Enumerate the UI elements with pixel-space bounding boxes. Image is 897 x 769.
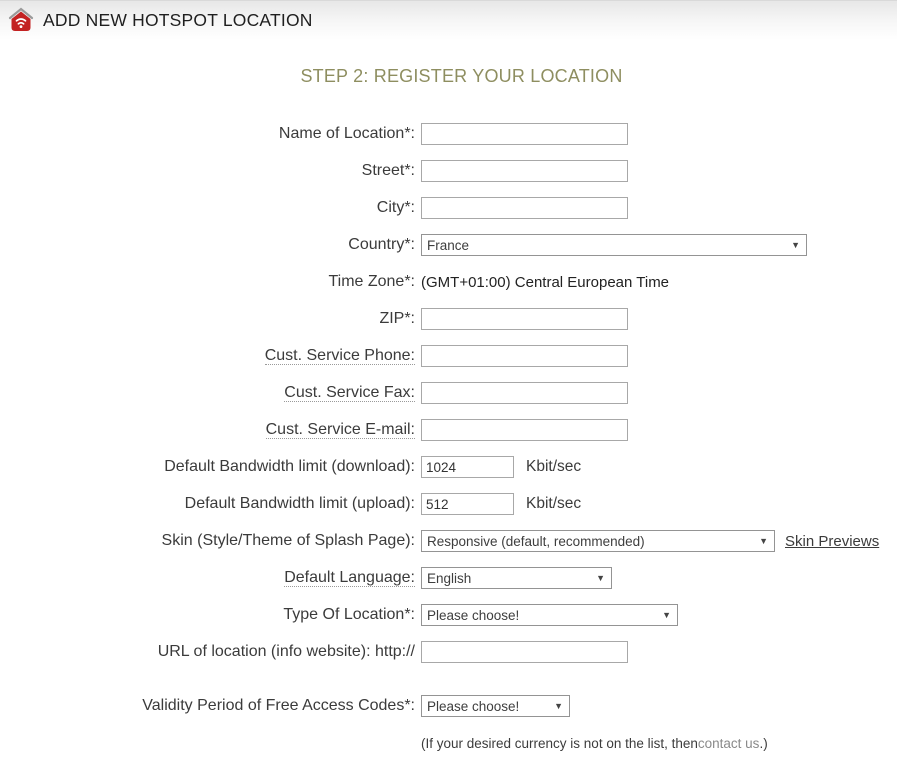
dropdown-arrow-icon: ▼ [554,701,563,711]
row-country [0,234,897,256]
skin-previews-link[interactable]: Skin Previews [785,532,880,550]
cust-service-fax-label: Cust. Service Fax: [284,384,415,401]
cust-service-fax-input[interactable] [421,382,628,404]
row-default-language [0,567,897,589]
row-currency-note [0,732,897,754]
row-time-zone [0,271,897,293]
cust-service-email-input[interactable] [421,419,628,441]
currency-note-text: (If your desired currency is not on the list, then [421,735,698,751]
skin-selected-value: Responsive (default, recommended) [427,533,645,549]
time-zone-value: (GMT+01:00) Central European Time [421,273,670,291]
bandwidth-download-unit: Kbit/sec [526,458,582,475]
cust-service-email-label: Cust. Service E-mail: [265,421,415,438]
row-bandwidth-upload [0,493,897,515]
cust-service-phone-label: Cust. Service Phone: [264,347,415,364]
currency-note [421,736,768,751]
bandwidth-download-input[interactable] [421,456,514,478]
city-label: City*: [376,199,415,216]
dropdown-arrow-icon: ▼ [791,240,800,250]
time-zone-label: Time Zone*: [328,273,415,290]
row-street [0,160,897,182]
url-of-location-label: URL of location (info website): http:// [157,643,415,660]
default-language-selected-value: English [427,570,472,586]
country-selected-value: France [427,237,470,253]
hotspot-house-icon [7,7,35,33]
type-of-location-selected-value: Please choose! [427,607,520,623]
validity-period-select[interactable] [421,695,570,717]
contact-us-link[interactable]: contact us [697,735,760,751]
street-label: Street*: [361,162,415,179]
zip-input[interactable] [421,308,628,330]
bandwidth-upload-label: Default Bandwidth limit (upload): [184,495,415,512]
default-language-select[interactable] [421,567,612,589]
step-title: STEP 2: REGISTER YOUR LOCATION [300,66,623,86]
bandwidth-upload-unit: Kbit/sec [526,495,582,512]
type-of-location-label: Type Of Location*: [283,606,415,623]
row-cust-service-fax [0,382,897,404]
city-input[interactable] [421,197,628,219]
row-cust-service-phone [0,345,897,367]
row-validity-period [0,695,897,717]
row-name-of-location [0,123,897,145]
row-zip [0,308,897,330]
bandwidth-download-label: Default Bandwidth limit (download): [164,458,415,475]
page-title: ADD NEW HOTSPOT LOCATION [43,10,313,30]
name-of-location-label: Name of Location*: [278,125,415,142]
row-skin [0,530,897,552]
skin-select[interactable] [421,530,775,552]
url-of-location-input[interactable] [421,641,628,663]
cust-service-phone-input[interactable] [421,345,628,367]
row-cust-service-email [0,419,897,441]
street-input[interactable] [421,160,628,182]
country-select[interactable] [421,234,807,256]
page-header [0,0,897,40]
validity-period-selected-value: Please choose! [427,698,520,714]
skin-label: Skin (Style/Theme of Splash Page): [161,532,415,549]
dropdown-arrow-icon: ▼ [662,610,671,620]
currency-note-text-after: .) [759,735,768,751]
row-url-of-location [0,641,897,663]
validity-period-label: Validity Period of Free Access Codes*: [142,697,415,714]
name-of-location-input[interactable] [421,123,628,145]
type-of-location-select[interactable] [421,604,678,626]
country-label: Country*: [348,236,415,253]
row-bandwidth-download [0,456,897,478]
dropdown-arrow-icon: ▼ [759,536,768,546]
row-type-of-location [0,604,897,626]
default-language-label: Default Language: [284,569,415,586]
dropdown-arrow-icon: ▼ [596,573,605,583]
bandwidth-upload-input[interactable] [421,493,514,515]
row-city [0,197,897,219]
zip-label: ZIP*: [379,310,415,327]
